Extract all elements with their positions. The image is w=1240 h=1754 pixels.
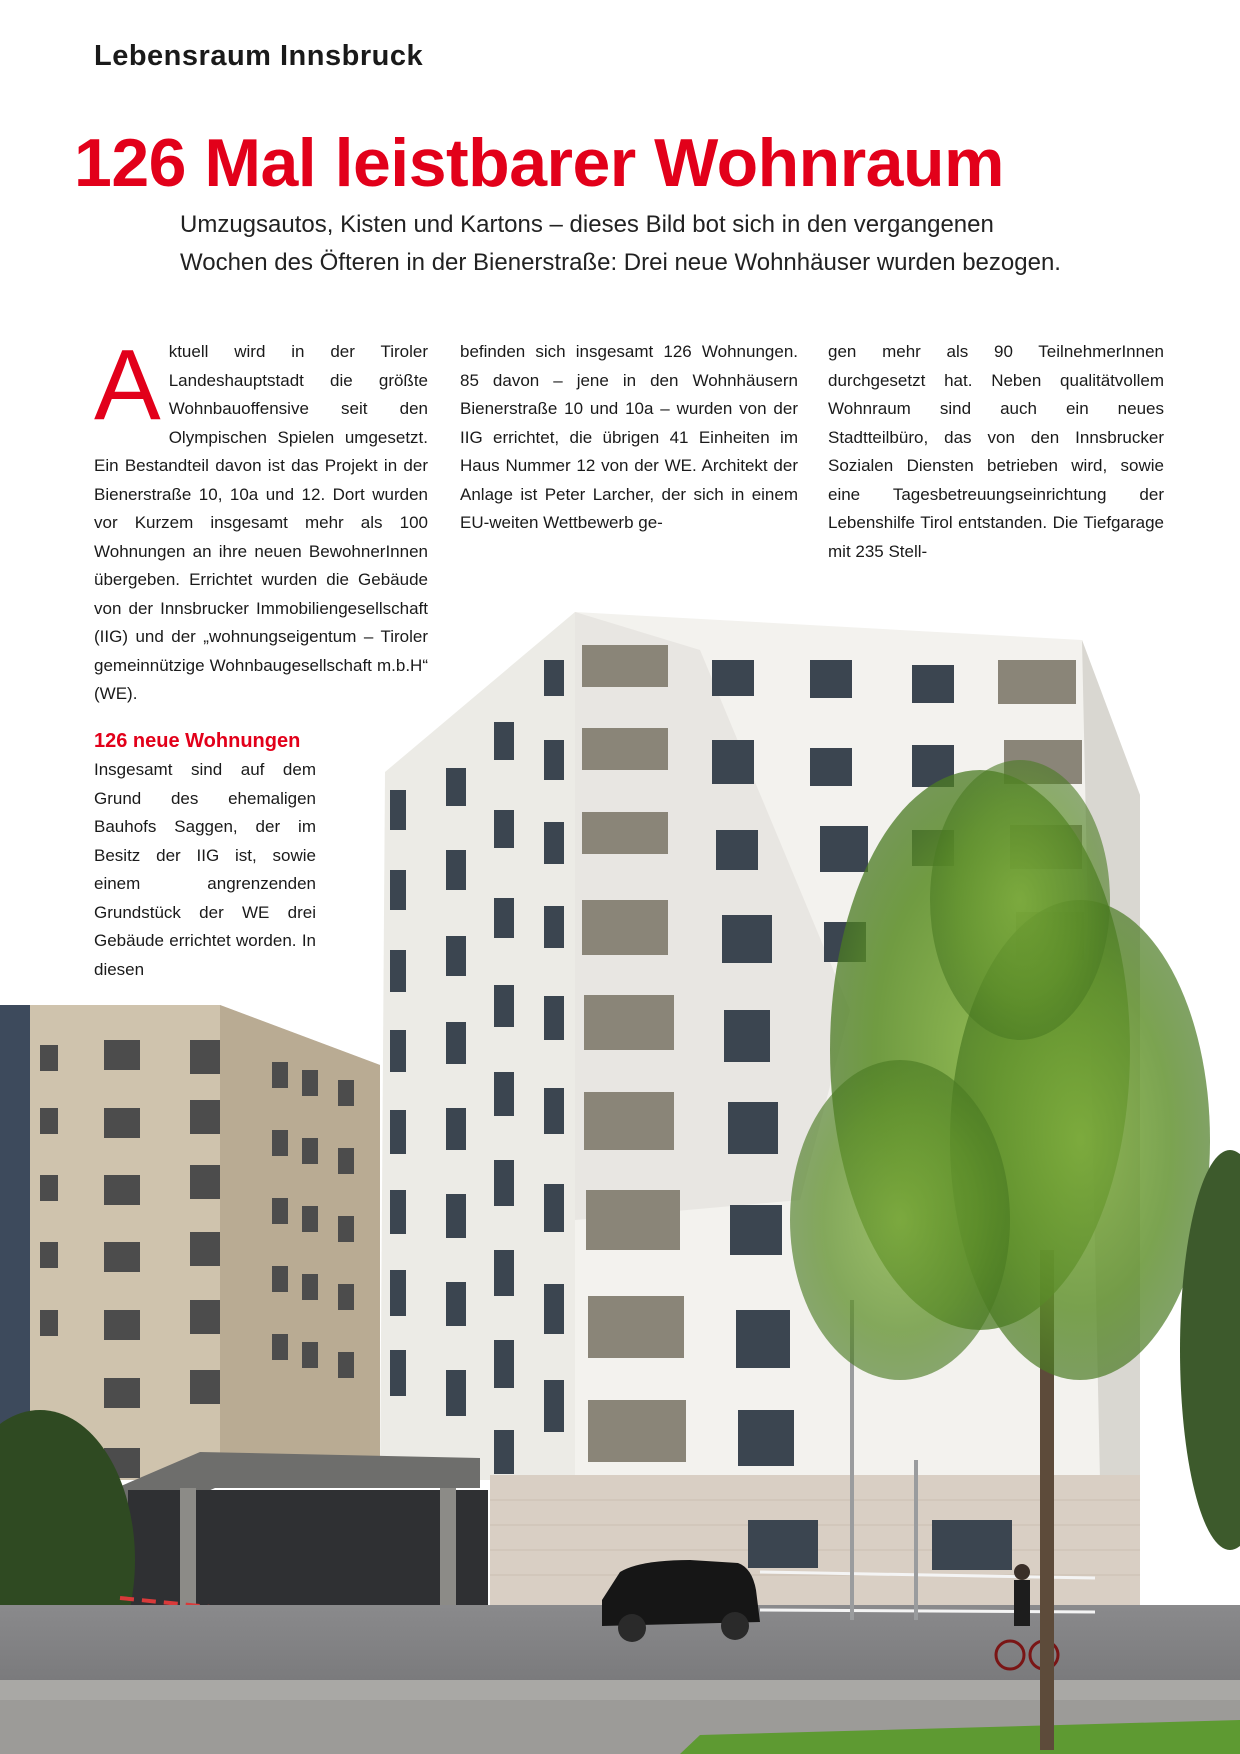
column-3: [828, 338, 1164, 566]
intro-text: ktuell wird in der Tiroler Landeshauptstadt die größte Wohnbauoffensive seit den Olympischen Spielen umgesetzt. Ein Bestandteil davon ist das Projekt in der Bienerstraße 10, 10a und 12. Dort wurden vor Kurzem insgesamt mehr als 100 Wohnungen an ihre neuen BewohnerInnen übergeben. Errichtet wurden die Gebäude von der Innsbrucker Immobiliengesellschaft (IIG) und der „wohnungseigentum – Tiroler gemeinnützige Wohnbaugesellschaft m.b.H“ (WE).: [94, 342, 428, 703]
section-label: Lebensraum Innsbruck: [94, 40, 424, 72]
lead-line-2: Wochen des Öfteren in der Bienerstraße: Drei neue Wohnhäuser wurden bezogen.: [180, 249, 1061, 276]
article-title: 126 Mal leistbarer Wohnraum: [74, 125, 1004, 201]
building-photo: [0, 600, 1240, 1754]
subheading: 126 neue Wohnungen: [94, 730, 301, 752]
paragraph-col3: gen mehr als 90 TeilnehmerInnen durchgesetzt hat. Neben qualitätvollem Wohnraum sind auch ein neues Stadtteilbüro, das von den Innsbrucker Sozialen Diensten betrieben wird, sowie eine Tagesbetreuungseinrichtung der Lebenshilfe Tirol entstanden. Die Tiefgarage mit 235 Stell-: [828, 342, 1164, 561]
column-2: [460, 338, 798, 538]
lead-line-1: Umzugsautos, Kisten und Kartons – dieses Bild bot sich in den vergangenen: [180, 211, 994, 238]
paragraph-second: Insgesamt sind auf dem Grund des ehemaligen Bauhofs Saggen, der im Besitz der IIG ist, sowie einem angrenzenden Grundstück der WE drei Gebäude errichtet worden. In diesen: [94, 760, 316, 979]
drop-cap: A: [94, 329, 161, 441]
article-lead: [180, 206, 1140, 282]
paragraph-col2: befinden sich insgesamt 126 Wohnungen. 85 davon – jene in den Wohnhäusern Bienerstraße 10 und 10a – wurden von der IIG errichtet, die übrigen 41 Einheiten im Haus Nummer 12 von der WE. Architekt der Anlage ist Peter Larcher, der sich in einem EU-weiten Wettbewerb ge-: [460, 342, 798, 532]
